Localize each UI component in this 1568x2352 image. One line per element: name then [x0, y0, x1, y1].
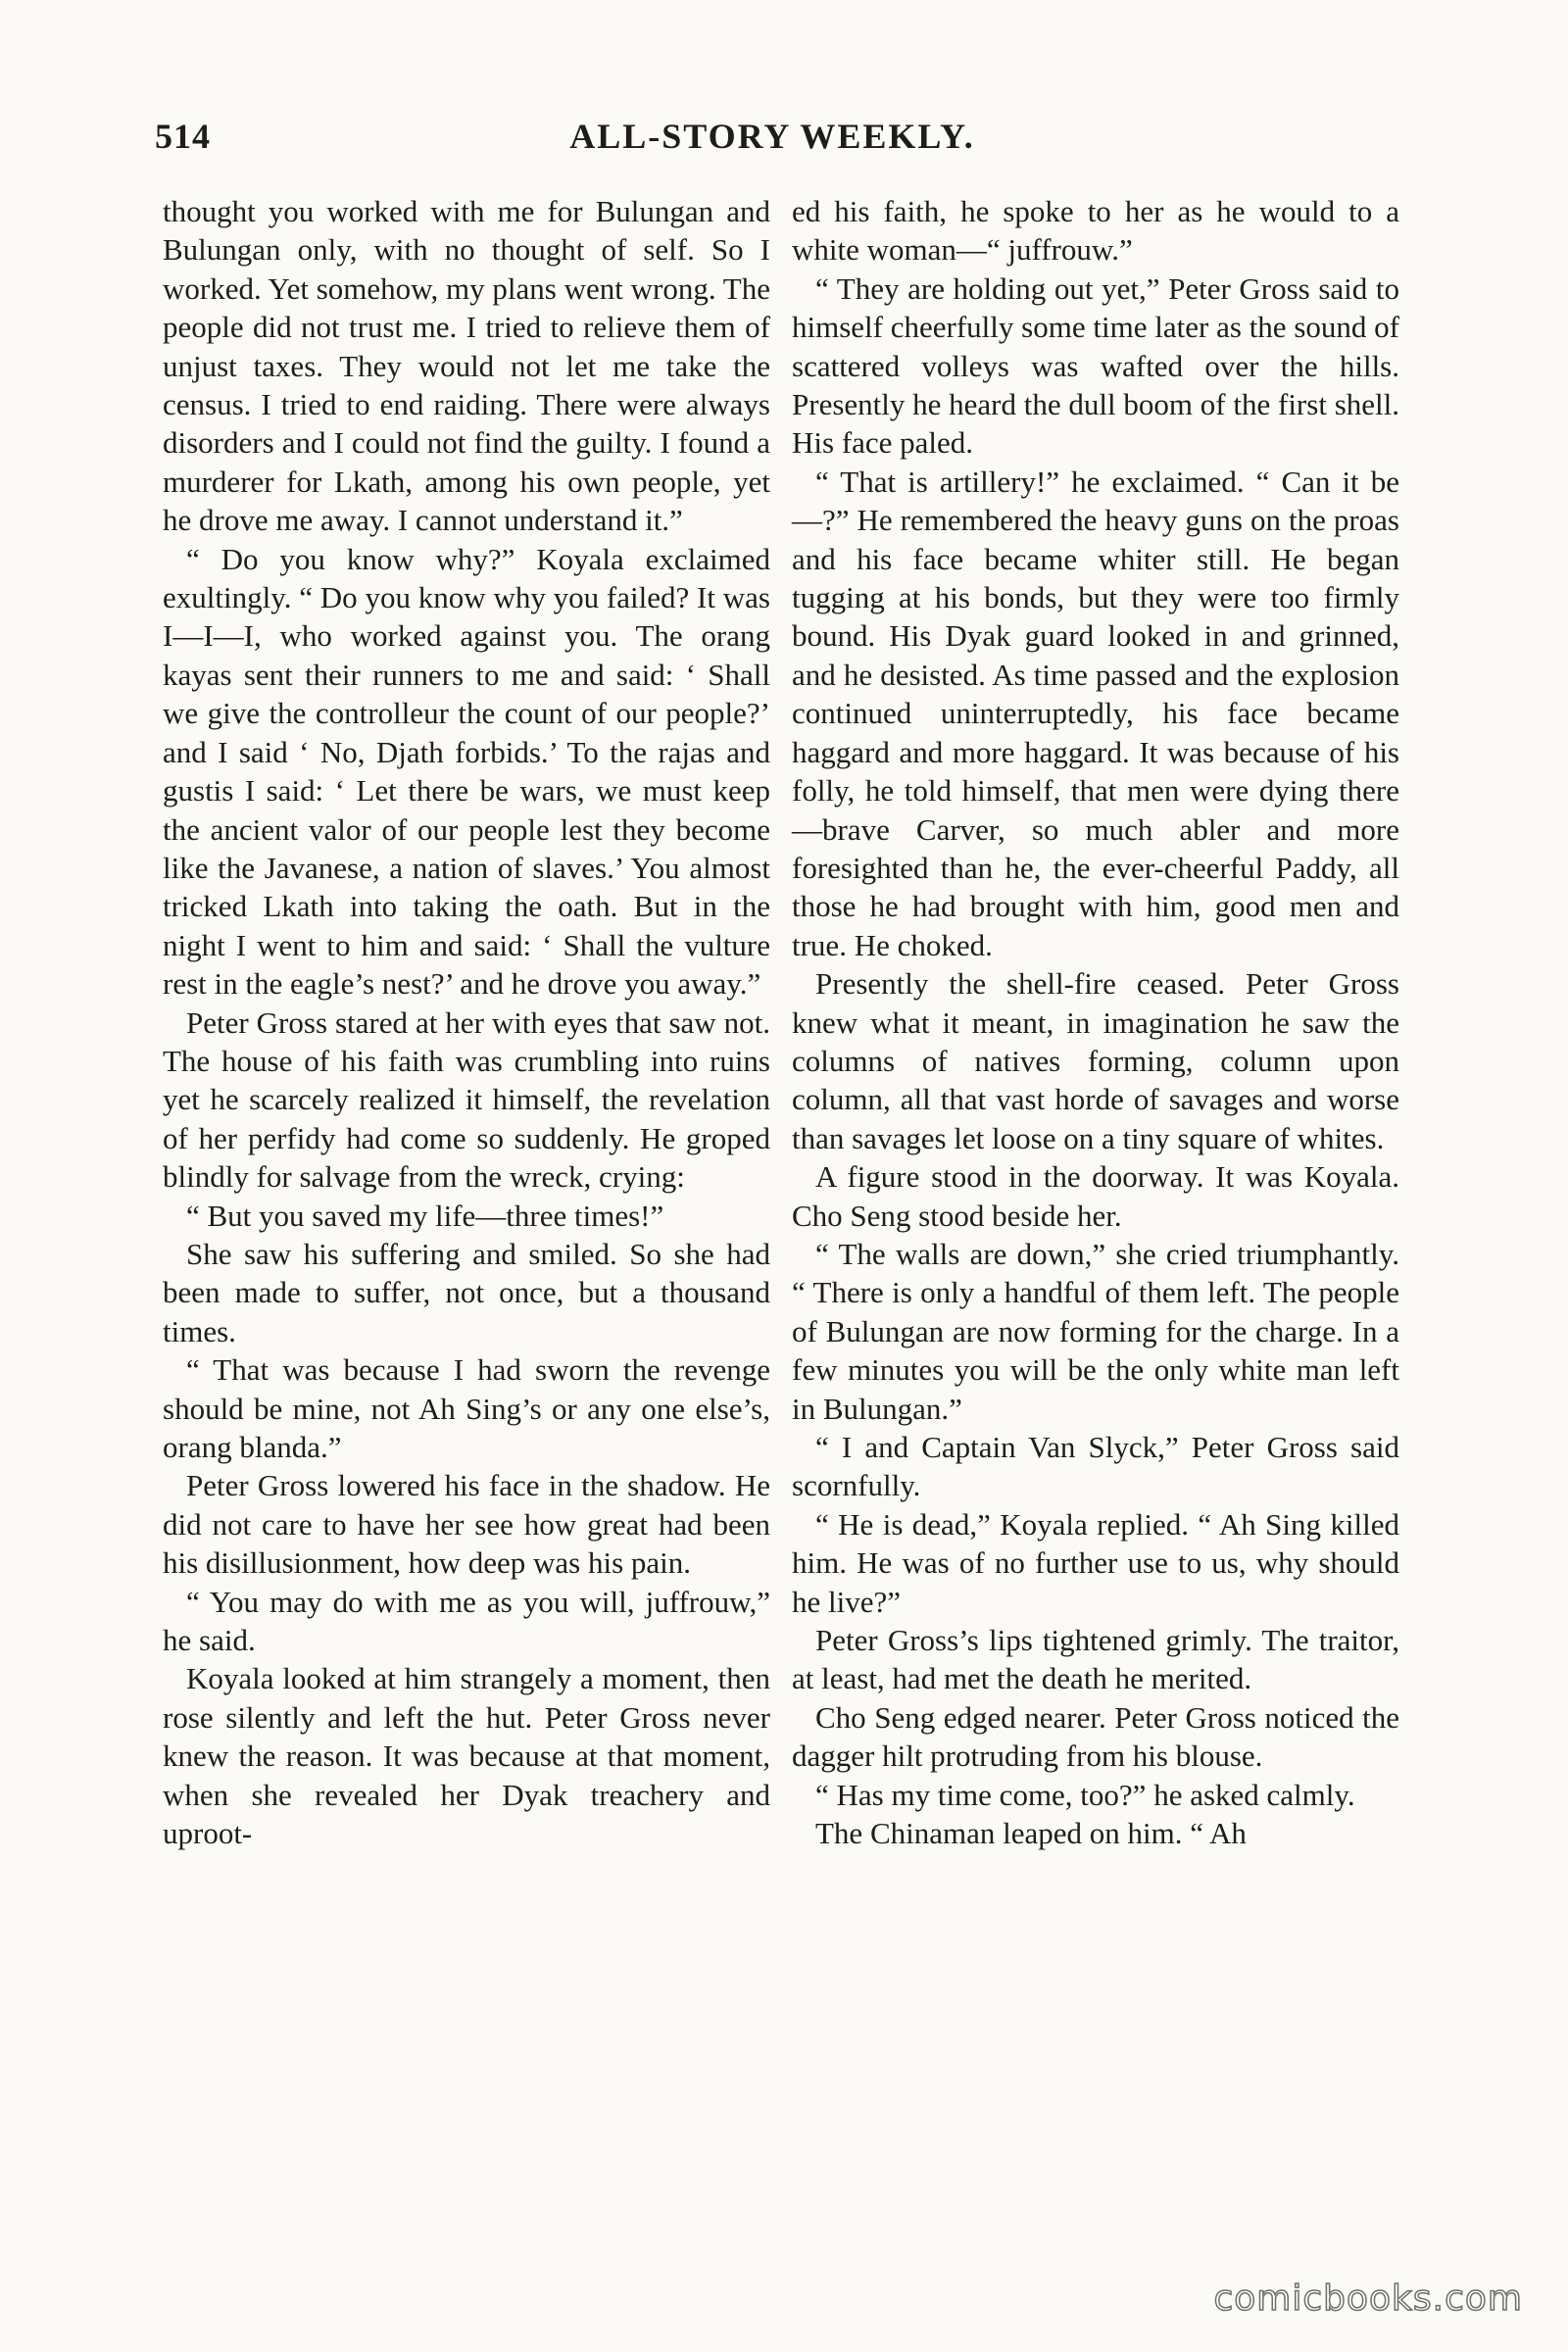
paragraph: Peter Gross stared at her with eyes that saw not. The house of his faith was crumbling into ruins yet he scarcely realized it himself, the revelation of her perfidy had come so suddenly. He groped blindly for salvage from the wreck, crying:	[163, 1004, 770, 1195]
paragraph: Presently the shell-fire ceased. Peter Gross knew what it meant, in imagination he saw the columns of natives forming, column upon column, all that vast horde of savages and worse than savages let loose on a tiny square of whites.	[792, 966, 1399, 1155]
watermark: comicbooks.com	[1213, 2278, 1523, 2319]
paragraph: A figure stood in the doorway. It was Koyala. Cho Seng stood beside her.	[792, 1159, 1399, 1233]
running-title: ALL-STORY WEEKLY.	[569, 117, 975, 156]
page-header	[155, 116, 1390, 174]
paragraph: Peter Gross lowered his face in the shadow. He did not care to have her see how great had been his disillusionment, how deep was his pain.	[163, 1468, 770, 1581]
paragraph: “ That is artillery!” he exclaimed. “ Can it be—?” He remembered the heavy guns on the proas and his face became whiter still. He began tugging at his bonds, but they were too firmly bound. His Dyak guard looked in and grinned, and he desisted. As time passed and the explosion continued uninterruptedly, his face became haggard and more haggard. It was because of his folly, he told himself, that men were dying there—brave Carver, so much abler and more foresighted than he, the ever-cheerful Paddy, all those he had brought with him, good men and true. He choked.	[792, 464, 1399, 962]
paragraph: Cho Seng edged nearer. Peter Gross noticed the dagger hilt protruding from his blouse.	[792, 1699, 1399, 1774]
paragraph: Koyala looked at him strangely a moment, then rose silently and left the hut. Peter Gross never knew the reason. It was because at that moment, when she revealed her Dyak treachery and uproot-	[163, 1661, 770, 1851]
paragraph: Peter Gross’s lips tightened grimly. The traitor, at least, had met the death he merited.	[792, 1623, 1399, 1696]
paragraph: “ Has my time come, too?” he asked calmly.	[815, 1777, 1355, 1812]
paragraph: The Chinaman leaped on him. “ Ah	[815, 1816, 1247, 1851]
paragraph: ed his faith, he spoke to her as he would to a white woman—“ juffrouw.”	[792, 194, 1399, 268]
paragraph: “ But you saved my life—three times!”	[186, 1198, 664, 1233]
paragraph: “ Do you know why?” Koyala exclaimed exultingly. “ Do you know why you failed? It was I—I—I, who worked against you. The orang kayas sent their runners to me and said: ‘ Shall we give the controlleur the count of our people?’ and I said ‘ No, Djath forbids.’ To the rajas and gustis I said: ‘ Let there be wars, we must keep the ancient valor of our people lest they become like the Javanese, a nation of slaves.’ You almost tricked Lkath into taking the oath. But in the night I went to him and said: ‘ Shall the vulture rest in the eagle’s nest?’ and he drove you away.”	[163, 541, 770, 1002]
paragraph: thought you worked with me for Bulungan and Bulungan only, with no thought of self. So I worked. Yet somehow, my plans went wrong. The people did not trust me. I tried to relieve them of unjust taxes. They would not let me take the census. I tried to end raiding. There were always disorders and I could not find the guilty. I found a murderer for Lkath, among his own people, yet he drove me away. I cannot understand it.”	[163, 194, 770, 538]
paragraph: “ He is dead,” Koyala replied. “ Ah Sing killed him. He was of no further use to us, why should he live?”	[792, 1506, 1399, 1619]
left-column	[163, 192, 770, 1852]
paragraph: “ They are holding out yet,” Peter Gross said to himself cheerfully some time later as the sound of scattered volleys was wafted over the hills. Presently he heard the dull boom of the first shell. His face paled.	[792, 270, 1399, 461]
right-column	[792, 192, 1399, 1852]
paragraph: “ I and Captain Van Slyck,” Peter Gross said scornfully.	[792, 1430, 1399, 1503]
page-number: 514	[155, 117, 211, 156]
paragraph: “ You may do with me as you will, juffrouw,” he said.	[163, 1584, 770, 1658]
paragraph: She saw his suffering and smiled. So she had been made to suffer, not once, but a thousand times.	[163, 1236, 770, 1348]
paragraph: “ The walls are down,” she cried triumphantly. “ There is only a handful of them left. The people of Bulungan are now forming for the charge. In a few minutes you will be the only white man left in Bulungan.”	[792, 1236, 1399, 1426]
paragraph: “ That was because I had sworn the revenge should be mine, not Ah Sing’s or any one else’s, orang blanda.”	[163, 1352, 770, 1464]
